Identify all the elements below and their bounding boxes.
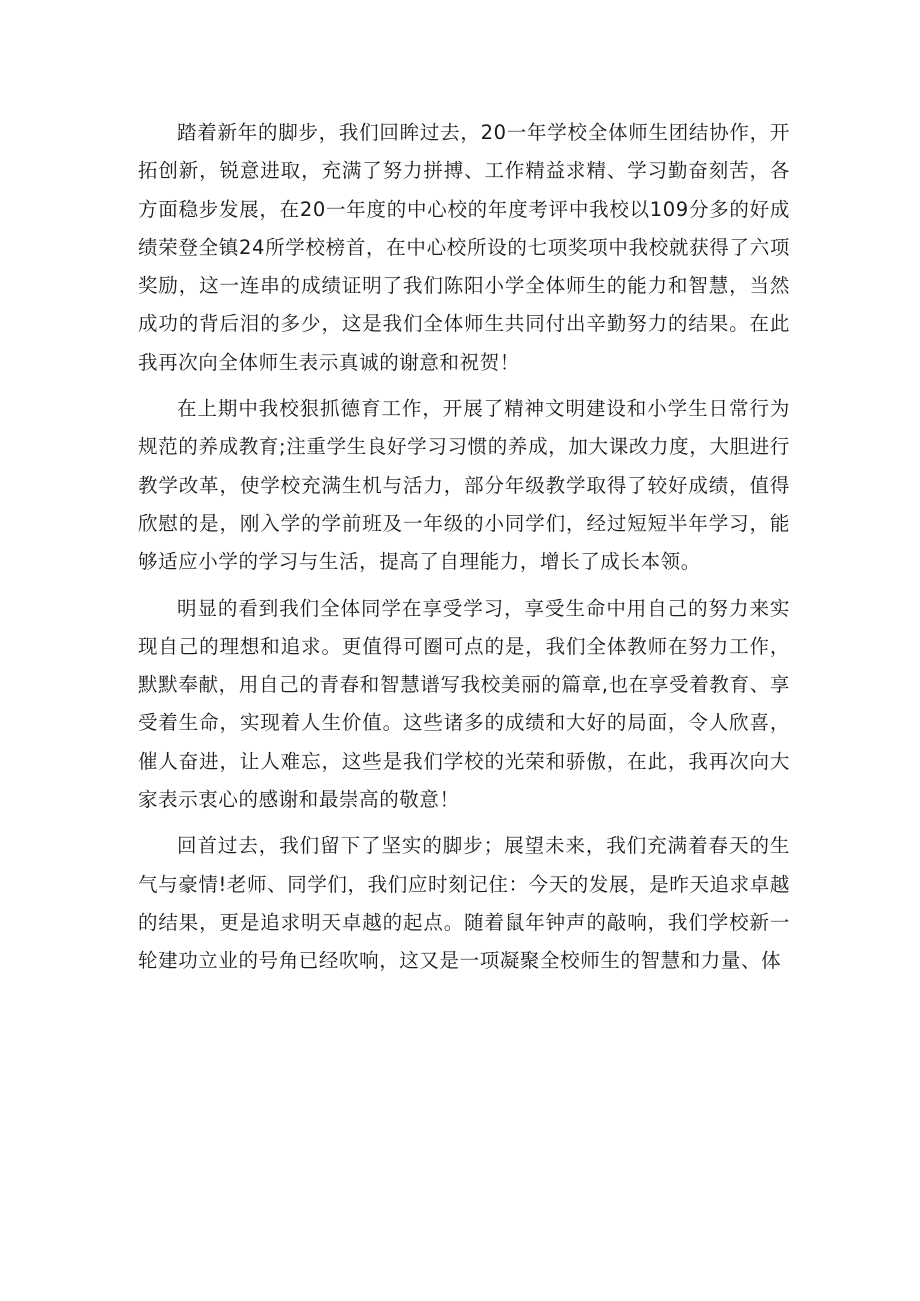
document-body [138,114,790,989]
paragraph-1: 踏着新年的脚步，我们回眸过去，20一年学校全体师生团结协作，开拓创新，锐意进取，充满了努力拼搏、工作精益求精、学习勤奋刻苦，各方面稳步发展，在20一年度的中心校的年度考评中我校以109分多的好成绩荣登全镇24所学校榜首，在中心校所设的七项奖项中我校就获得了六项奖励，这一连串的成绩证明了我们陈阳小学全体师生的能力和智慧，当然成功的背后泪的多少，这是我们全体师生共同付出辛勤努力的结果。在此我再次向全体师生表示真诚的谢意和祝贺！ [138,121,790,374]
paragraph-3: 明显的看到我们全体同学在享受学习，享受生命中用自己的努力来实现自己的理想和追求。更值得可圈可点的是，我们全体教师在努力工作，默默奉献，用自己的青春和智慧谱写我校美丽的篇章,也在享受着教育、享受着生命，实现着人生价值。这些诸多的成绩和大好的局面，令人欣喜，催人奋进，让人难忘，这些是我们学校的光荣和骄傲，在此，我再次向大家表示衷心的感谢和最崇高的敬意！ [138,596,790,812]
paragraph-4: 回首过去，我们留下了坚实的脚步；展望未来，我们充满着春天的生气与豪情!老师、同学们，我们应时刻记住：今天的发展，是昨天追求卓越的结果，更是追求明天卓越的起点。随着鼠年钟声的敲响，我们学校新一轮建功立业的号角已经吹响，这又是一项凝聚全校师生的智慧和力量、体 [138,834,790,973]
paragraph-2: 在上期中我校狠抓德育工作，开展了精神文明建设和小学生日常行为规范的养成教育;注重学生良好学习习惯的养成，加大课改力度，大胆进行教学改革，使学校充满生机与活力，部分年级教学取得了较好成绩，值得欣慰的是，刚入学的学前班及一年级的小同学们，经过短短半年学习，能够适应小学的学习与生活，提高了自理能力，增长了成长本领。 [138,397,790,574]
